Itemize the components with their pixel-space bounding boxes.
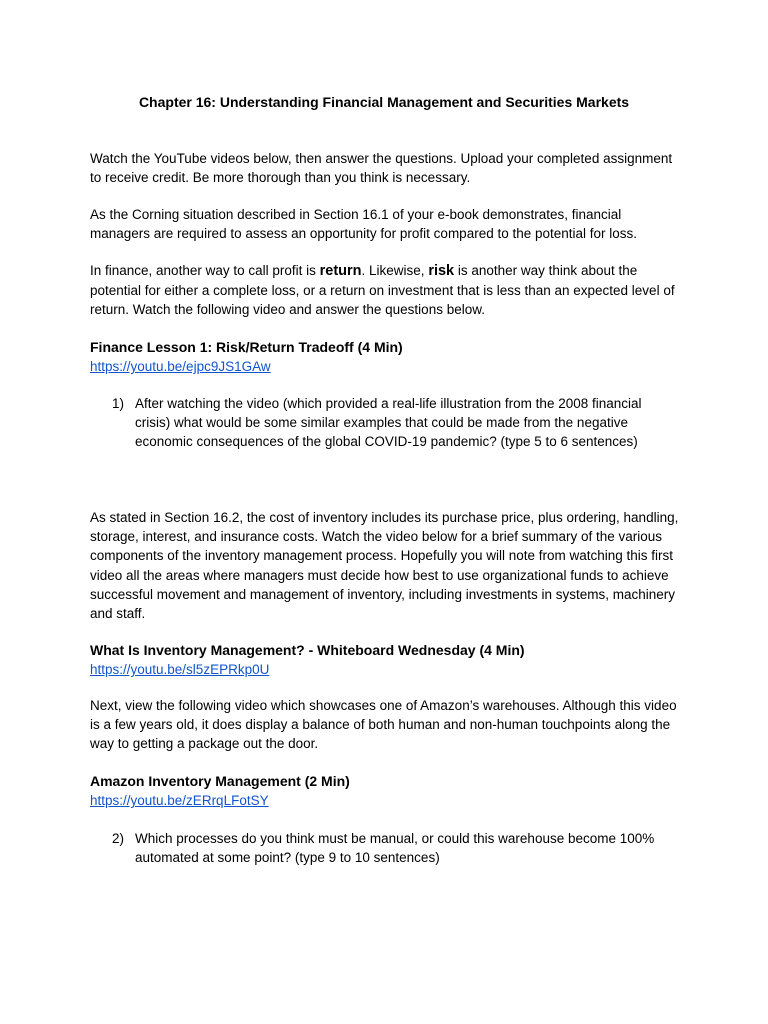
video3-heading: Amazon Inventory Management (2 Min) bbox=[90, 773, 350, 789]
inventory-paragraph: As stated in Section 16.2, the cost of inventory includes its purchase price, plus ordering, handling, storage, interest, and insurance costs. Watch the video below for a brief summary of the various components of the inventory management process. Hopefully you will note from watching this first video all the areas where managers must decide how best to use organizational funds to achieve successful movement and management of inventory, including investments in systems, machinery and staff. bbox=[90, 510, 679, 622]
video1-link[interactable]: https://youtu.be/ejpc9JS1GAw bbox=[90, 359, 271, 374]
question2-text: Which processes do you think must be manual, or could this warehouse become 100% automated at some point? (type 9 to 10 sentences) bbox=[135, 831, 655, 866]
finance-text-2: . Likewise, bbox=[361, 263, 429, 278]
finance-text-3: is another way think about the potential for either a complete loss, or a return on investment that is less than an expected level of return. Watch the following video and answer the questions below. bbox=[90, 263, 675, 318]
video3-link[interactable]: https://youtu.be/zERrqLFotSY bbox=[90, 793, 269, 808]
video2-heading: What Is Inventory Management? - Whiteboard Wednesday (4 Min) bbox=[90, 642, 525, 658]
finance-paragraph bbox=[90, 261, 680, 320]
corning-paragraph: As the Corning situation described in Section 16.1 of your e-book demonstrates, financial managers are required to assess an opportunity for profit compared to the potential for loss. bbox=[90, 207, 638, 242]
keyword-return: return bbox=[319, 263, 362, 279]
finance-text-1: In finance, another way to call profit is bbox=[90, 263, 320, 278]
intro-paragraph: Watch the YouTube videos below, then answer the questions. Upload your completed assignment to receive credit. Be more thorough than you think is necessary. bbox=[90, 151, 673, 186]
keyword-risk: risk bbox=[428, 263, 455, 279]
amazon-paragraph: Next, view the following video which showcases one of Amazon’s warehouses. Although this video is a few years old, it does display a balance of both human and non-human touchpoints along the way to getting a package out the door. bbox=[90, 698, 677, 752]
question1-text: After watching the video (which provided a real-life illustration from the 2008 financial crisis) what would be some similar examples that could be made from the negative economic consequences of the global COVID-19 pandemic? (type 5 to 6 sentences) bbox=[135, 396, 642, 450]
question2-number: 2) bbox=[112, 831, 125, 846]
document-title: Chapter 16: Understanding Financial Management and Securities Markets bbox=[138, 94, 630, 110]
question1-number: 1) bbox=[112, 396, 125, 411]
video1-heading: Finance Lesson 1: Risk/Return Tradeoff (4 Min) bbox=[90, 339, 403, 355]
video2-link[interactable]: https://youtu.be/sl5zEPRkp0U bbox=[90, 662, 270, 677]
